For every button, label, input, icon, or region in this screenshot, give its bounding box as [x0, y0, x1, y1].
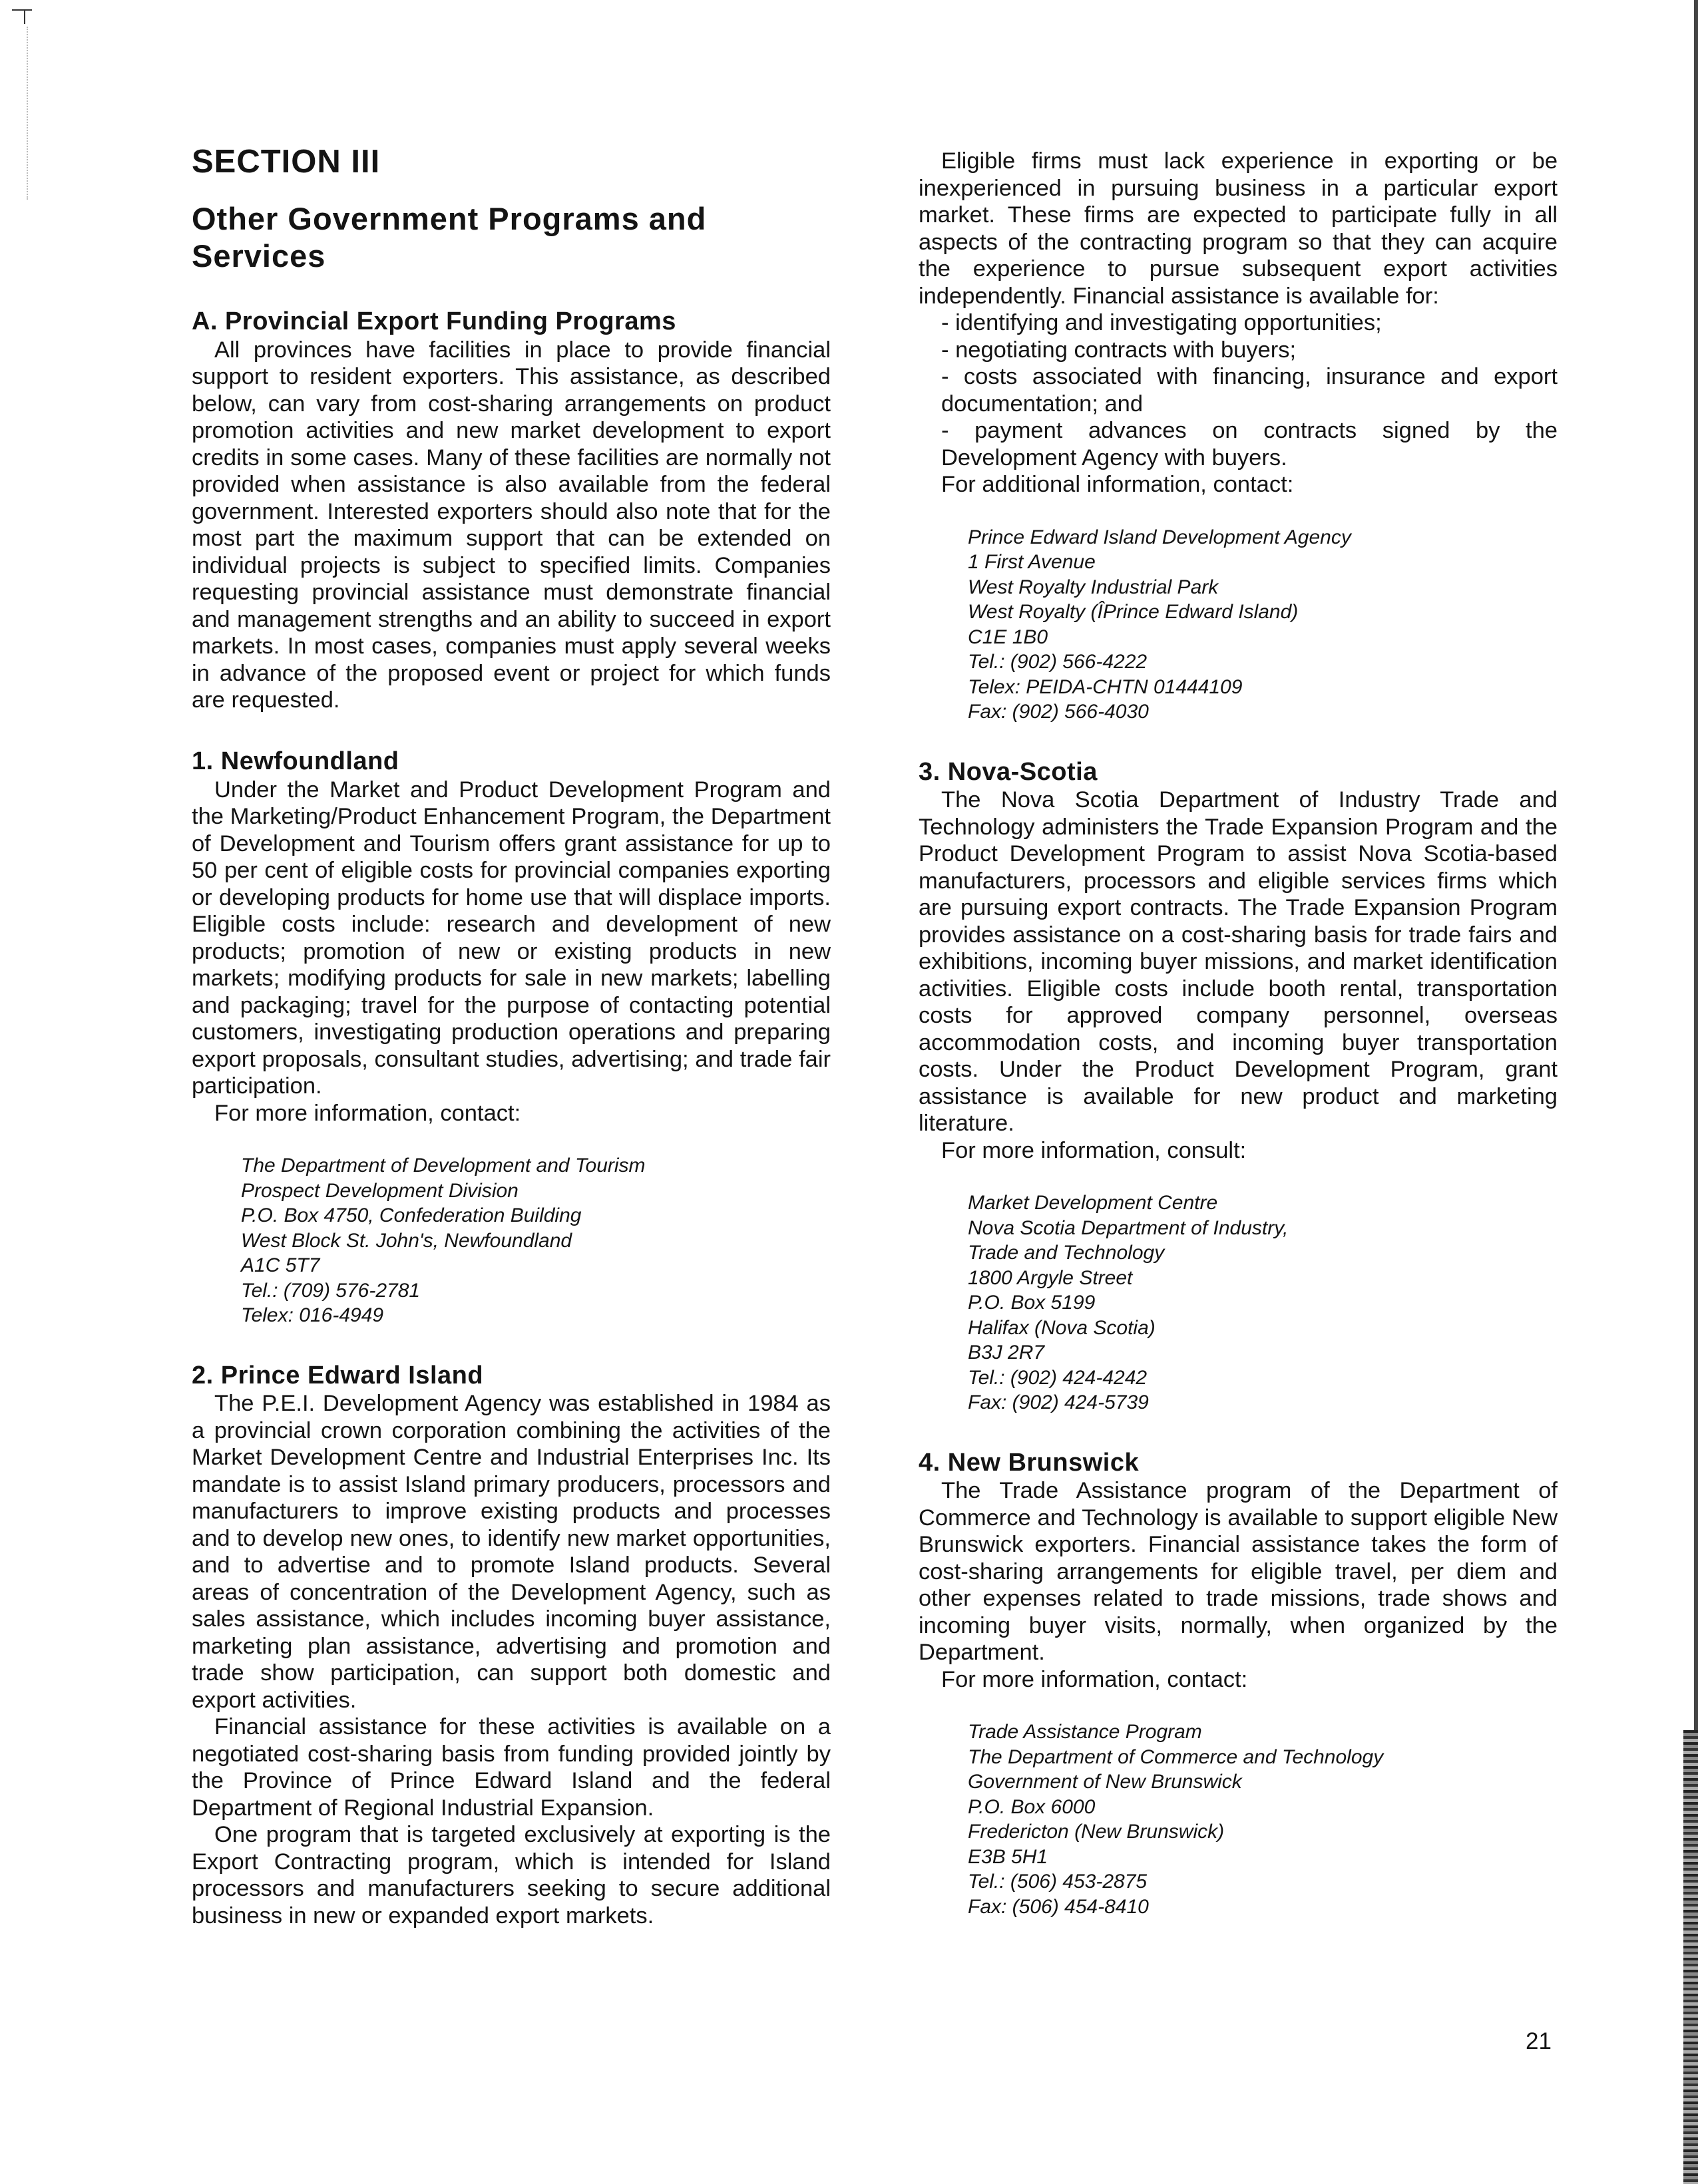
nova-scotia-paragraph: The Nova Scotia Department of Industry Trade and Technology administers the Trade Expansion Program and the Product Development Program to assist Nova Scotia-based manufacturers, processors and eligible services firms which are pursuing export contracts. The Trade Expansion Program provides assistance on a cost-sharing basis for trade fairs and exhibitions, incoming buyer missions, and market identification activities. Eligible costs include booth rental, transportation costs for approved company personnel, overseas accommodation costs, and incoming buyer transportation costs. Under the Product Development Program, grant assistance is available for new product and marketing literature. — [919, 787, 1558, 1137]
new-brunswick-address — [968, 1720, 1558, 1919]
section-title: Other Government Programs and Services — [192, 201, 707, 273]
pei-paragraph-1: The P.E.I. Development Agency was established in 1984 as a provincial crown corporation combining the activities of the Market Development Centre and Industrial Enterprises Inc. Its mandate is to assist Island primary producers, processors and manufacturers to improve existing products and processes and to develop new ones, to identify new market opportunities, and to advertise and to promote Island products. Several areas of concentration of the Development Agency, such as sales assistance, which includes incoming buyer assistance, marketing plan assistance, advertising and promotion and trade show participation, can support both domestic and export activities. — [192, 1391, 831, 1713]
address-line: Prospect Development Division — [241, 1179, 519, 1202]
address-line: West Block St. John's, Newfoundland — [241, 1229, 572, 1252]
page-number: 21 — [1526, 2028, 1552, 2054]
nova-scotia-contact-intro: For more information, consult: — [941, 1137, 1247, 1163]
address-line: Tel.: (709) 576-2781 — [241, 1279, 421, 1302]
address-line: 1800 Argyle Street — [968, 1266, 1133, 1289]
address-line: Halifax (Nova Scotia) — [968, 1316, 1156, 1339]
newfoundland-heading: 1. Newfoundland — [192, 747, 399, 775]
address-line: Fax: (506) 454-8410 — [968, 1895, 1149, 1918]
pei-paragraph-4: Eligible firms must lack experience in exporting or be inexperienced in pursuing business in a particular export market. These firms are expected to participate fully in all aspects of the contracting program so that they can acquire the experience to pursue subsequent export activities independently. Financial assistance is available for: — [919, 148, 1558, 309]
new-brunswick-heading: 4. New Brunswick — [919, 1448, 1140, 1477]
address-line: B3J 2R7 — [968, 1342, 1045, 1364]
address-line: Tel.: (902) 566-4222 — [968, 651, 1148, 673]
address-line: Fax: (902) 566-4030 — [968, 701, 1149, 723]
pei-list-item: - payment advances on contracts signed by the Development Agency with buyers. — [941, 418, 1558, 470]
address-line: West Royalty Industrial Park — [968, 576, 1219, 598]
pei-list-item: - negotiating contracts with buyers; — [941, 337, 1297, 363]
address-line: Telex: 016-4949 — [241, 1304, 384, 1327]
address-line: Telex: PEIDA-CHTN 01444109 — [968, 675, 1243, 698]
pei-paragraph-3: One program that is targeted exclusively at exporting is the Export Contracting program, which is intended for Island processors and manufacturers seeking to secure additional business in new or expanded export markets. — [192, 1822, 831, 1928]
address-line: Market Development Centre — [968, 1192, 1218, 1214]
address-line: Government of New Brunswick — [968, 1771, 1242, 1793]
pei-address — [968, 525, 1558, 725]
address-line: P.O. Box 4750, Confederation Building — [241, 1204, 582, 1227]
address-line: Fredericton (New Brunswick) — [968, 1821, 1225, 1843]
newfoundland-contact-intro: For more information, contact: — [214, 1100, 521, 1126]
pei-heading: 2. Prince Edward Island — [192, 1361, 484, 1389]
right-column — [919, 148, 1558, 1919]
pei-list-item: - costs associated with financing, insurance and export documentation; and — [941, 364, 1558, 417]
address-line: Tel.: (902) 424-4242 — [968, 1366, 1148, 1389]
section-label: SECTION III — [192, 144, 381, 180]
address-line: West Royalty (ÎPrince Edward Island) — [968, 601, 1299, 623]
address-line: P.O. Box 5199 — [968, 1292, 1096, 1314]
newfoundland-paragraph: Under the Market and Product Development Program and the Marketing/Product Enhancement Program, the Department of Development and Tourism offers grant assistance for up to 50 per cent of eligible costs for provincial companies exporting or developing products for home use that will displace imports. Eligible costs include: research and development of new products; promotion of new or existing products in new markets; modifying products for sale in new markets; labelling and packaging; travel for the purpose of contacting potential customers, investigating production operations and preparing export proposals, consultant studies, advertising; and trade fair participation. — [192, 777, 831, 1099]
address-line: Fax: (902) 424-5739 — [968, 1391, 1149, 1414]
address-line: Prince Edward Island Development Agency — [968, 526, 1351, 548]
new-brunswick-contact-intro: For more information, contact: — [941, 1666, 1248, 1692]
address-line: Nova Scotia Department of Industry, — [968, 1216, 1289, 1239]
address-line: C1E 1B0 — [968, 626, 1048, 648]
left-column — [192, 143, 831, 1929]
new-brunswick-paragraph: The Trade Assistance program of the Department of Commerce and Technology is available to support eligible New Brunswick exporters. Financial assistance takes the form of cost-sharing arrangements for eligible travel, per diem and other expenses related to trade missions, trade shows and incoming buyer visits, normally, when organized by the Department. — [919, 1478, 1558, 1666]
address-line: The Department of Development and Tourism — [241, 1155, 646, 1177]
address-line: The Department of Commerce and Technology — [968, 1745, 1384, 1768]
address-line: Trade and Technology — [968, 1242, 1165, 1264]
pei-list-item: - identifying and investigating opportunities; — [941, 310, 1382, 335]
nova-scotia-heading: 3. Nova-Scotia — [919, 757, 1098, 786]
nova-scotia-address — [968, 1190, 1558, 1415]
address-line: Tel.: (506) 453-2875 — [968, 1871, 1148, 1893]
newfoundland-address — [241, 1153, 831, 1328]
address-line: A1C 5T7 — [241, 1254, 320, 1277]
part-a-heading: A. Provincial Export Funding Programs — [192, 307, 676, 336]
address-line: Trade Assistance Program — [968, 1721, 1202, 1743]
part-a-paragraph: All provinces have facilities in place to provide financial support to resident exporters. This assistance, as described below, can vary from cost-sharing arrangements on product promotion activities and new market development to export credits in some cases. Many of these facilities are normally not provided when assistance is also available from the federal government. Interested exporters should also note that for the most part the maximum support that can be extended on individual projects is subject to specified limits. Companies requesting provincial assistance must demonstrate financial and management strengths and an ability to succeed in export markets. In most cases, companies must apply several weeks in advance of the proposed event or project for which funds are requested. — [192, 337, 831, 713]
pei-contact-intro: For additional information, contact: — [941, 472, 1294, 497]
address-line: P.O. Box 6000 — [968, 1795, 1096, 1818]
pei-paragraph-2: Financial assistance for these activities is available on a negotiated cost-sharing basis from funding provided jointly by the Province of Prince Edward Island and the federal Department of Regional Industrial Expansion. — [192, 1714, 831, 1821]
address-line: E3B 5H1 — [968, 1845, 1048, 1868]
address-line: 1 First Avenue — [968, 551, 1096, 573]
